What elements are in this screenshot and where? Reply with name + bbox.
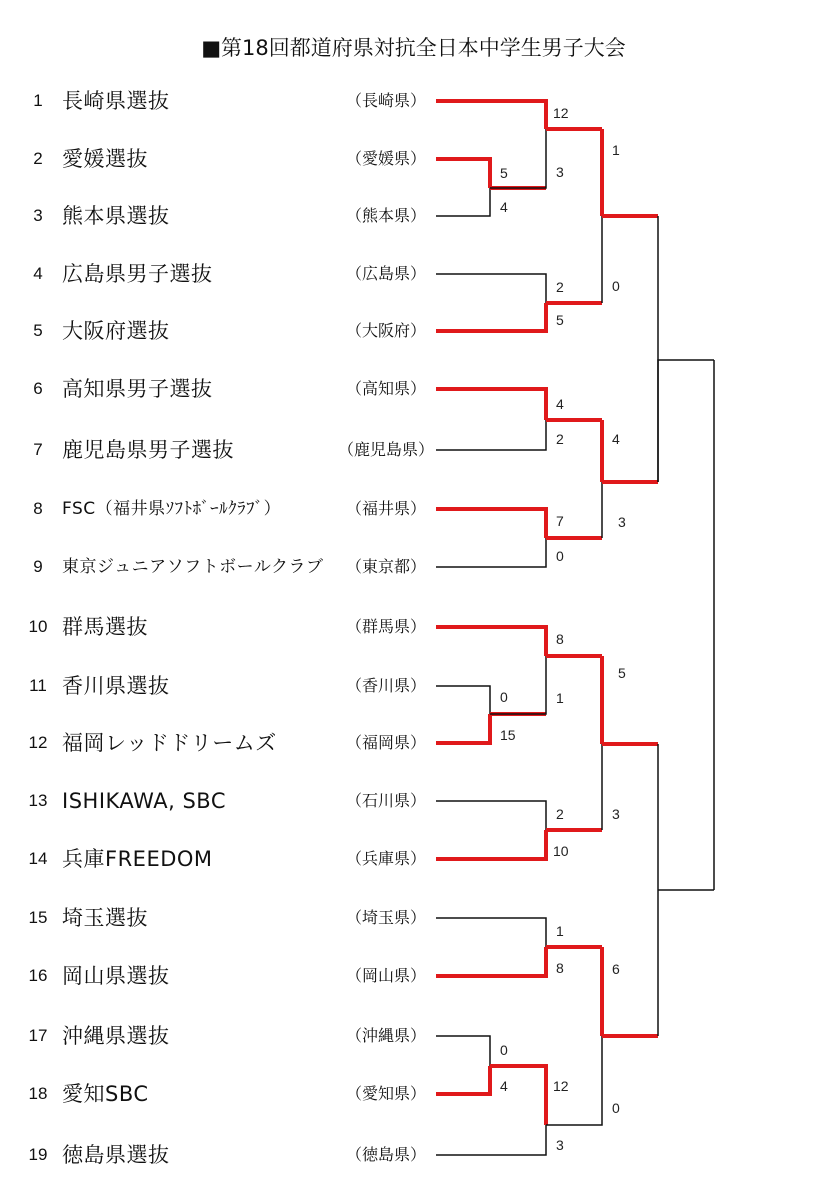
score-label: 0 [500, 1042, 508, 1058]
score-label: 2 [556, 806, 564, 822]
score-label: 4 [612, 431, 620, 447]
team-name: 兵庫FREEDOM [62, 847, 213, 871]
score-label: 3 [618, 514, 626, 530]
score-label: 0 [500, 689, 508, 705]
team-name: 大阪府選抜 [62, 319, 170, 343]
prefecture-label: （群馬県） [345, 617, 426, 636]
seed-number: 10 [28, 617, 48, 636]
team-name: 東京ジュニアソフトボールクラブ [62, 557, 324, 577]
team-name: 愛媛選抜 [62, 147, 148, 171]
team-name: 高知県男子選抜 [62, 377, 213, 401]
winner-line [436, 1066, 490, 1094]
score-label: 5 [618, 665, 626, 681]
prefecture-label: （香川県） [345, 676, 426, 695]
team-name: 香川県選抜 [62, 674, 170, 698]
score-label: 7 [556, 513, 564, 529]
seed-number: 3 [33, 206, 43, 225]
winner-line [436, 830, 546, 859]
score-label: 0 [556, 548, 564, 564]
score-label: 10 [553, 843, 569, 859]
bracket-line [490, 129, 546, 188]
winner-line [436, 714, 490, 743]
score-label: 0 [612, 278, 620, 294]
prefecture-label: （愛知県） [345, 1084, 426, 1103]
winner-line [436, 303, 546, 331]
team-name: 徳島県選抜 [62, 1143, 170, 1167]
score-label: 8 [556, 631, 564, 647]
bracket-line [436, 538, 546, 567]
score-label: 3 [556, 1137, 564, 1153]
score-label: 2 [556, 279, 564, 295]
winner-line [436, 509, 546, 538]
bracket-line [436, 1036, 490, 1066]
winner-line [436, 389, 546, 420]
prefecture-label: （福岡県） [345, 733, 426, 752]
page-title: ■第18回都道府県対抗全日本中学生男子大会 [201, 36, 626, 60]
score-label: 4 [556, 396, 564, 412]
bracket-line [436, 274, 546, 303]
prefecture-label: （高知県） [345, 379, 426, 398]
team-name: 愛知SBC [62, 1082, 149, 1106]
prefecture-label: （広島県） [345, 264, 426, 283]
score-label: 15 [500, 727, 516, 743]
bracket-line [436, 420, 546, 450]
score-label: 5 [556, 312, 564, 328]
prefecture-label: （福井県） [345, 499, 426, 518]
prefecture-label: （長崎県） [345, 91, 426, 110]
seed-number: 17 [28, 1026, 48, 1045]
seed-number: 13 [28, 791, 48, 810]
seed-number: 15 [28, 908, 48, 927]
seed-number: 5 [33, 321, 43, 340]
prefecture-label: （兵庫県） [345, 849, 426, 868]
prefecture-label: （石川県） [345, 791, 426, 810]
bracket-line [490, 656, 546, 714]
team-name: 岡山県選抜 [62, 964, 170, 988]
seed-number: 14 [28, 849, 48, 868]
prefecture-label: （愛媛県） [345, 149, 426, 168]
prefecture-label: （熊本県） [345, 206, 426, 225]
seed-number: 9 [33, 557, 43, 576]
score-label: 12 [553, 105, 569, 121]
seed-number: 4 [33, 264, 43, 283]
score-label: 4 [500, 199, 508, 215]
prefecture-label: （東京都） [345, 557, 426, 576]
seed-number: 18 [28, 1084, 48, 1103]
team-name: 鹿児島県男子選抜 [62, 438, 234, 462]
seed-number: 8 [33, 499, 43, 518]
score-label: 1 [556, 923, 564, 939]
score-label: 0 [612, 1100, 620, 1116]
prefecture-label: （埼玉県） [345, 908, 426, 927]
team-name: 埼玉選抜 [62, 906, 148, 930]
score-label: 3 [612, 806, 620, 822]
bracket-line [436, 686, 490, 714]
team-name: 広島県男子選抜 [62, 262, 213, 286]
winner-line [436, 159, 490, 188]
score-label: 1 [556, 690, 564, 706]
team-name: 福岡レッドドリームズ [62, 731, 277, 755]
winner-line [490, 1066, 546, 1125]
score-label: 12 [553, 1078, 569, 1094]
winner-line [436, 101, 546, 129]
bracket-line [436, 801, 546, 830]
prefecture-label: （沖縄県） [345, 1026, 426, 1045]
winner-line [436, 947, 546, 976]
score-label: 4 [500, 1078, 508, 1094]
prefecture-label: （大阪府） [345, 321, 426, 340]
score-label: 5 [500, 165, 508, 181]
score-label: 6 [612, 961, 620, 977]
bracket-line [658, 360, 714, 482]
prefecture-label: （岡山県） [345, 966, 426, 985]
seed-number: 6 [33, 379, 43, 398]
bracket-line [436, 1125, 546, 1155]
seed-number: 7 [33, 440, 43, 459]
seed-number: 16 [28, 966, 48, 985]
seed-number: 12 [28, 733, 48, 752]
team-name: 長崎県選抜 [62, 89, 170, 113]
seed-number: 1 [33, 91, 43, 110]
seed-number: 19 [28, 1145, 48, 1164]
seed-number: 11 [29, 676, 47, 695]
team-name: ISHIKAWA, SBC [62, 789, 226, 813]
team-name: 群馬選抜 [62, 615, 148, 639]
bracket-line [436, 188, 490, 216]
team-name: FSC（福井県ｿﾌﾄﾎﾞｰﾙｸﾗﾌﾞ） [62, 499, 282, 519]
seed-number: 2 [33, 149, 43, 168]
score-label: 1 [612, 142, 620, 158]
team-name: 沖縄県選抜 [62, 1024, 170, 1048]
score-label: 8 [556, 960, 564, 976]
prefecture-label: （鹿児島県） [337, 440, 434, 459]
score-label: 2 [556, 431, 564, 447]
team-name: 熊本県選抜 [62, 204, 170, 228]
score-label: 3 [556, 164, 564, 180]
prefecture-label: （徳島県） [345, 1145, 426, 1164]
bracket-line [436, 918, 546, 947]
winner-line [436, 627, 546, 656]
